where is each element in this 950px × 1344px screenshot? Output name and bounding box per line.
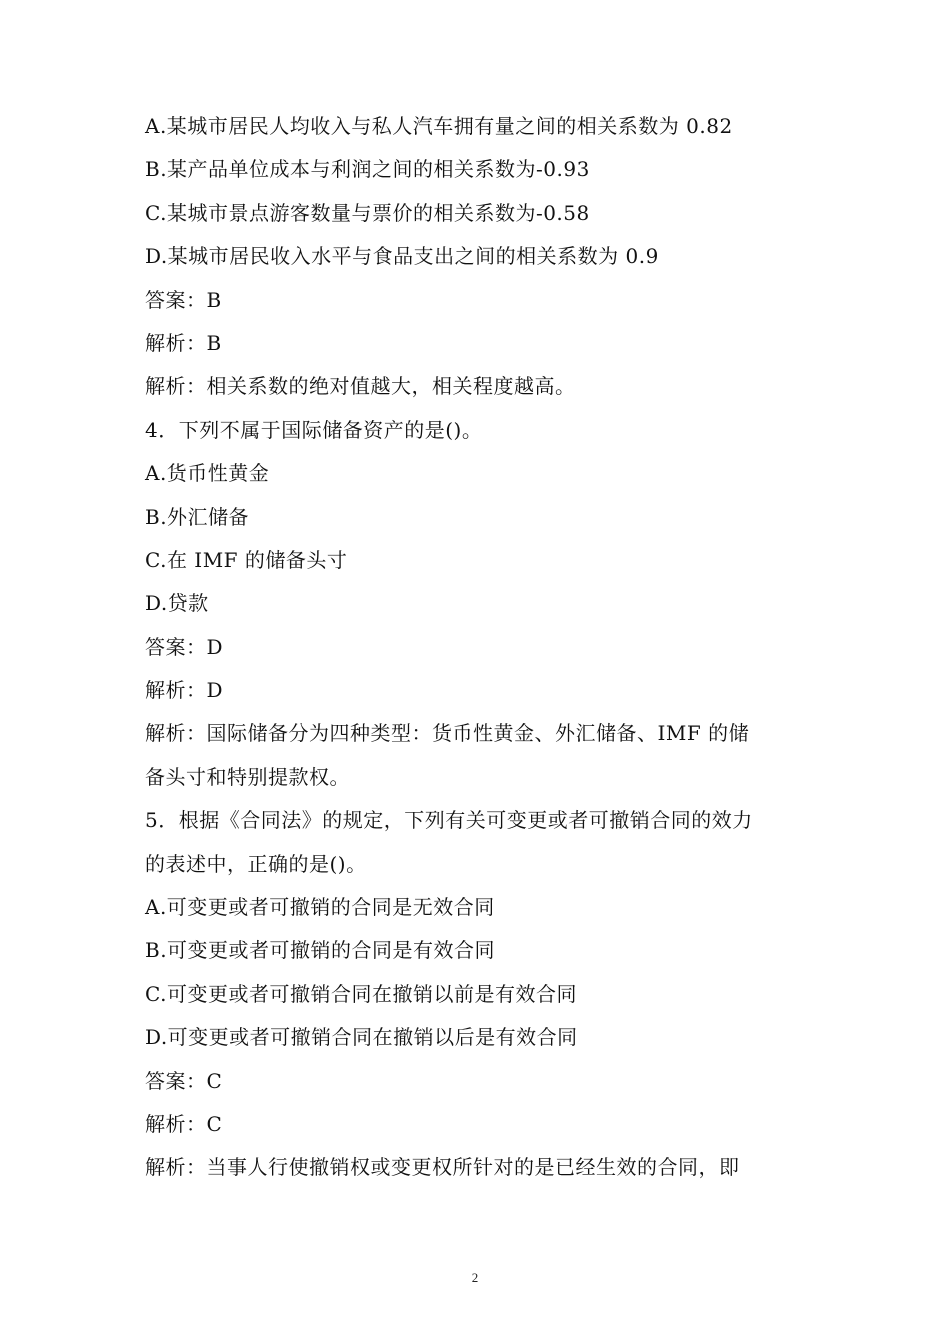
page-content <box>145 105 810 1190</box>
analysis-line: 解析：B <box>145 330 222 355</box>
analysis-line: 解析：C <box>145 1111 223 1136</box>
analysis-line: 解析：国际储备分为四种类型：货币性黄金、外汇储备、IMF 的储 <box>145 721 750 746</box>
option-line: B.某产品单位成本与利润之间的相关系数为-0.93 <box>145 157 590 182</box>
answer-line: 答案：C <box>145 1068 223 1093</box>
analysis-line: 解析：D <box>145 678 224 703</box>
answer-line: 答案：B <box>145 287 222 312</box>
analysis-line: 解析：相关系数的绝对值越大，相关程度越高。 <box>145 374 576 399</box>
question-line: 5．根据《合同法》的规定，下列有关可变更或者可撤销合同的效力 <box>145 808 753 833</box>
question-line-continued: 的表述中，正确的是()。 <box>145 851 367 876</box>
option-line: A.某城市居民人均收入与私人汽车拥有量之间的相关系数为 0.82 <box>145 114 733 138</box>
option-line: D.贷款 <box>145 591 209 616</box>
option-line: D.可变更或者可撤销合同在撤销以后是有效合同 <box>145 1025 578 1050</box>
option-line: C.在 IMF 的储备头寸 <box>145 547 348 572</box>
option-line: B.外汇储备 <box>145 504 250 529</box>
analysis-line-continued: 备头寸和特别提款权。 <box>145 764 350 789</box>
option-line: A.可变更或者可撤销的合同是无效合同 <box>145 895 495 920</box>
option-line: C.可变更或者可撤销合同在撤销以前是有效合同 <box>145 981 577 1006</box>
question-line: 4．下列不属于国际储备资产的是()。 <box>145 417 483 442</box>
option-line: C.某城市景点游客数量与票价的相关系数为-0.58 <box>145 200 590 225</box>
option-line: B.可变更或者可撤销的合同是有效合同 <box>145 938 496 963</box>
page-number: 2 <box>471 1270 479 1285</box>
option-line: D.某城市居民收入水平与食品支出之间的相关系数为 0.9 <box>145 244 659 269</box>
analysis-line: 解析：当事人行使撤销权或变更权所针对的是已经生效的合同，即 <box>145 1155 740 1180</box>
option-line: A.货币性黄金 <box>145 461 270 486</box>
answer-line: 答案：D <box>145 634 224 659</box>
